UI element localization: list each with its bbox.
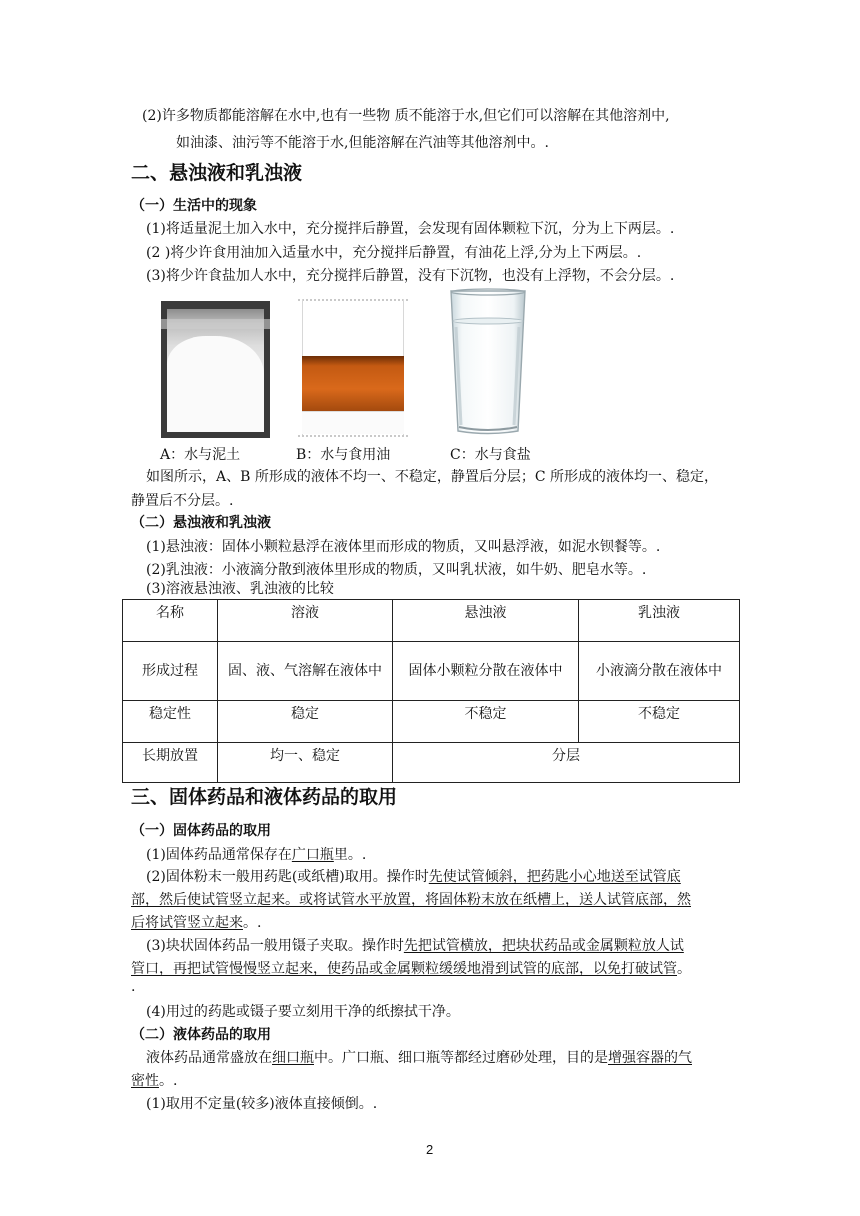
phenomenon-item-2: (2 )将少许食用油加入适量水中，充分搅拌后静置，有油花上浮,分为上下两层。. <box>146 245 642 261</box>
liquid-drug-para-line1: 液体药品通常盛放在细口瓶中。广口瓶、细口瓶等都经过磨砂处理，目的是增强容器的气 <box>146 1050 692 1066</box>
table-row <box>123 743 740 783</box>
figure-water-and-salt <box>447 287 529 437</box>
summary-line-1: 如图所示，A、B 所形成的液体不均一、不稳定，静置后分层；C 所形成的液体均一、稳定， <box>146 469 719 485</box>
table-cell: 稳定 <box>218 701 393 743</box>
table-cell: 小液滴分散在液体中 <box>579 642 740 701</box>
liquid-drug-para-line2: 密性。. <box>131 1073 178 1089</box>
stray-dot: . <box>131 979 136 995</box>
solid-drug-item-2-line2: 部，然后使试管竖立起来。或将试管水平放置，将固体粉末放在纸槽上，送人试管底部，然 <box>131 892 691 908</box>
solid-drug-item-2-line1: (2)固体粉末一般用药匙(或纸槽)取用。操作时先使试管倾斜，把药匙小心地送至试管底 <box>146 869 681 885</box>
summary-line-2: 静置后不分层。. <box>131 493 234 509</box>
table-cell: 长期放置 <box>123 743 218 783</box>
figure-water-and-mud <box>161 301 270 438</box>
liquid-drug-item-1: (1)取用不定量(较多)液体直接倾倒。. <box>146 1096 378 1112</box>
comparison-table <box>122 599 740 783</box>
solid-drug-item-3-line1: (3)块状固体药品一般用镊子夹取。操作时先把试管横放，把块状药品或金属颗粒放人试 <box>146 938 684 954</box>
table-header-cell: 名称 <box>123 600 218 642</box>
table-cell: 均一、稳定 <box>218 743 393 783</box>
page-number: 2 <box>426 1142 434 1157</box>
table-cell: 固体小颗粒分散在液体中 <box>393 642 579 701</box>
phenomenon-item-3: (3)将少许食盐加人水中，充分搅拌后静置，没有下沉物，也没有上浮物，不会分层。. <box>146 268 675 284</box>
table-cell: 分层 <box>393 743 740 783</box>
figure-caption-c: C：水与食盐 <box>450 447 531 463</box>
solid-drug-item-2-line3: 后将试管竖立起来。. <box>131 915 262 931</box>
definition-emulsion: (2)乳浊液：小液滴分散到液体里形成的物质，又叫乳状液，如牛奶、肥皂水等。. <box>146 562 647 578</box>
subheading-solid-drugs: （一）固体药品的取用 <box>131 823 271 839</box>
table-row <box>123 642 740 701</box>
solid-drug-item-4: (4)用过的药匙或镊子要立刻用干净的纸擦拭干净。 <box>146 1004 460 1020</box>
figure-water-and-oil <box>298 299 408 437</box>
subheading-liquid-drugs: （二）液体药品的取用 <box>131 1027 271 1043</box>
subheading-suspension-emulsion: （二）悬浊液和乳浊液 <box>131 515 271 531</box>
table-header-row <box>123 600 740 642</box>
table-cell: 稳定性 <box>123 701 218 743</box>
phenomenon-item-1: (1)将适量泥土加入水中，充分搅拌后静置，会发现有固体颗粒下沉，分为上下两层。. <box>146 221 675 237</box>
subheading-daily-phenomena: （一）生活中的现象 <box>131 198 257 214</box>
paragraph-solvents-line2: 如油漆、油污等不能溶于水,但能溶解在汽油等其他溶剂中。. <box>176 135 549 151</box>
section-heading-suspension-emulsion: 二、悬浊液和乳浊液 <box>131 162 303 184</box>
table-cell: 固、液、气溶解在液体中 <box>218 642 393 701</box>
figure-caption-a: A：水与泥土 <box>160 447 241 463</box>
table-header-cell: 悬浊液 <box>393 600 579 642</box>
table-cell: 不稳定 <box>393 701 579 743</box>
table-header-cell: 溶液 <box>218 600 393 642</box>
definition-suspension: (1)悬浊液：固体小颗粒悬浮在液体里而形成的物质，又叫悬浮液，如泥水钡餐等。. <box>146 539 661 555</box>
table-cell: 不稳定 <box>579 701 740 743</box>
figure-caption-b: B：水与食用油 <box>296 447 391 463</box>
solid-drug-item-1: (1)固体药品通常保存在广口瓶里。. <box>146 847 367 863</box>
comparison-intro: (3)溶液悬浊液、乳浊液的比较 <box>146 581 334 597</box>
section-heading-drug-taking: 三、固体药品和液体药品的取用 <box>131 786 398 808</box>
table-cell: 形成过程 <box>123 642 218 701</box>
table-header-cell: 乳浊液 <box>579 600 740 642</box>
solid-drug-item-3-line2: 管口，再把试管慢慢竖立起来，使药品或金属颗粒缓缓地滑到试管的底部，以免打破试管。 <box>131 961 691 977</box>
table-row <box>123 701 740 743</box>
paragraph-solvents-line1: (2)许多物质都能溶解在水中,也有一些物 质不能溶于水,但它们可以溶解在其他溶剂中, <box>142 108 670 124</box>
